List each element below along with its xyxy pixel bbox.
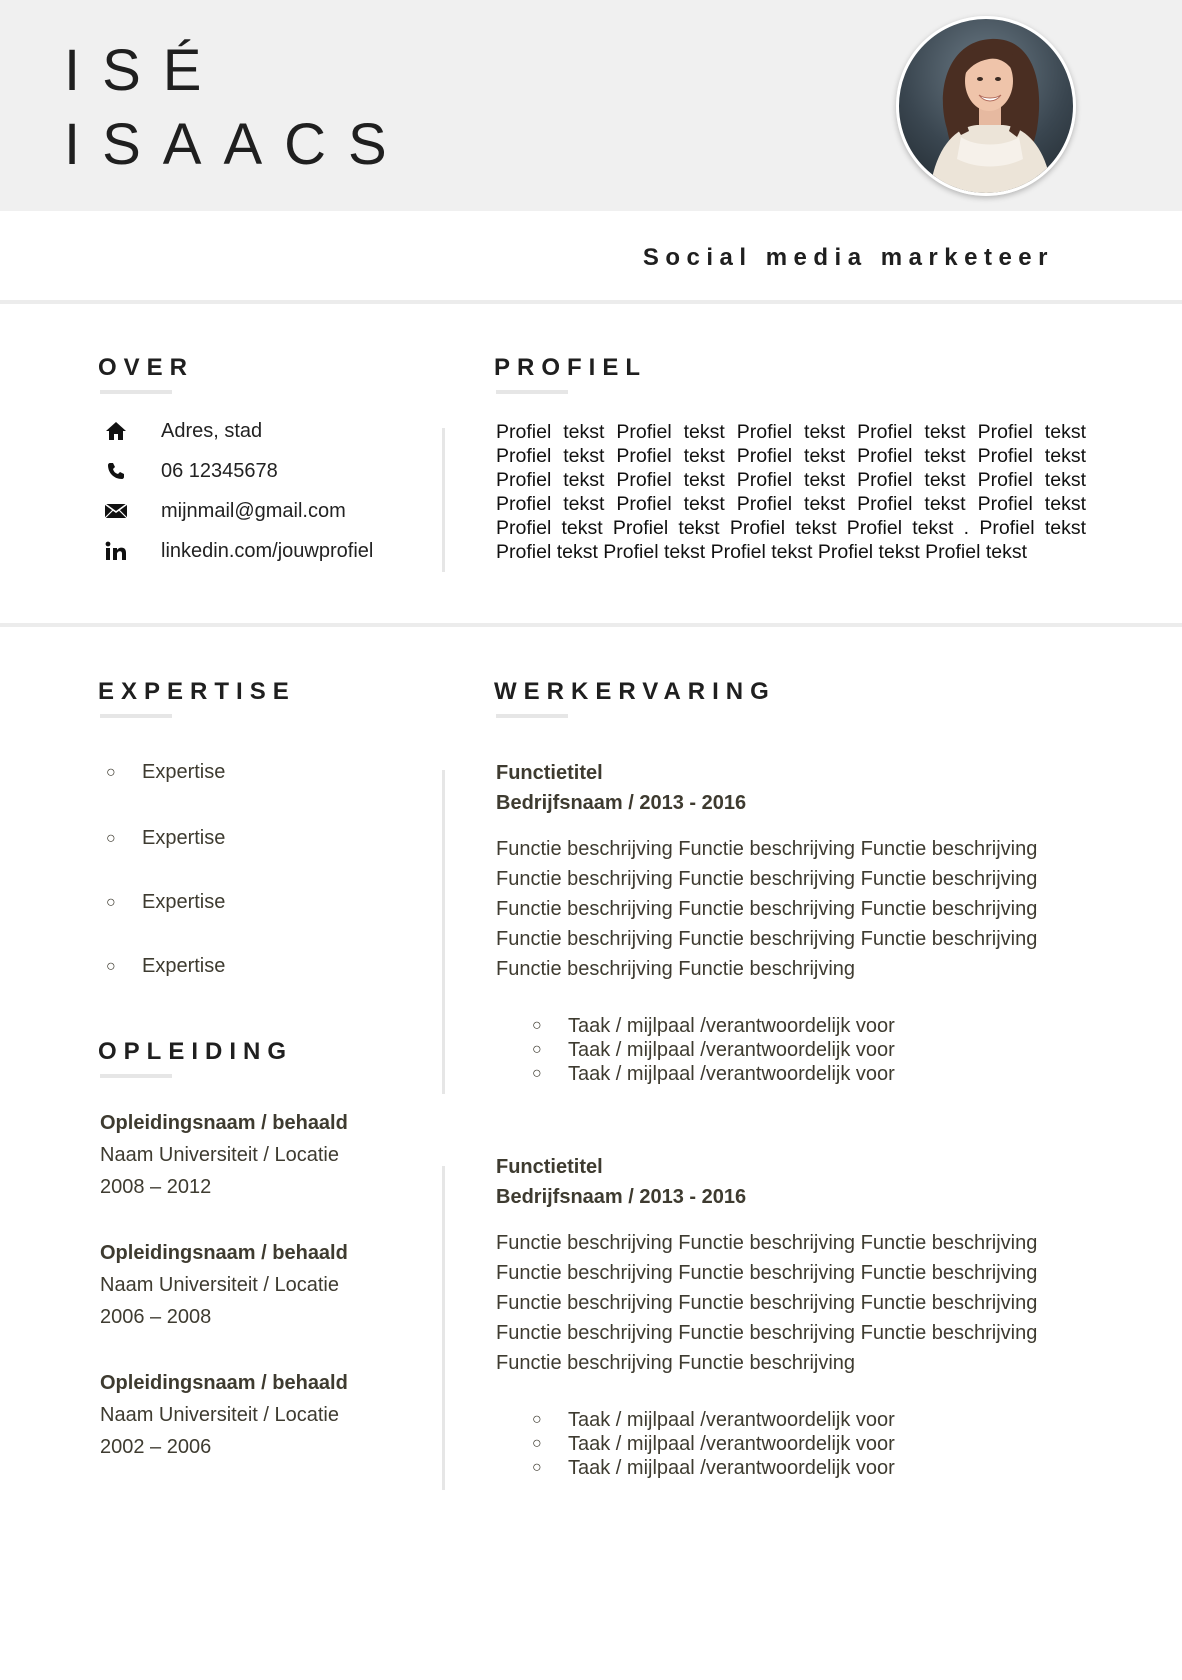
section-title-over: OVER — [98, 354, 195, 381]
job-function: Functietitel — [496, 762, 603, 784]
bullet-icon: ○ — [106, 893, 116, 911]
bullet-icon: ○ — [532, 1411, 542, 1428]
last-name: ISAACS — [64, 112, 409, 177]
task-label: Taak / mijlpaal /verantwoordelijk voor — [568, 1457, 895, 1479]
contact-linkedin — [100, 537, 374, 565]
list-item — [532, 1432, 1096, 1456]
education-name: Opleidingsnaam / behaald — [100, 1372, 348, 1394]
contact-email — [100, 497, 346, 525]
bullet-icon: ○ — [532, 1041, 542, 1058]
linkedin-icon — [100, 539, 132, 563]
header-band — [0, 0, 1182, 211]
job-title: Social media marketeer — [642, 244, 1054, 271]
portrait-image — [899, 19, 1076, 196]
education-entry — [100, 1107, 348, 1203]
bullet-icon: ○ — [532, 1435, 542, 1452]
bullet-icon: ○ — [532, 1017, 542, 1034]
task-label: Taak / mijlpaal /verantwoordelijk voor — [568, 1409, 895, 1431]
title-underline — [100, 1074, 172, 1078]
list-item — [106, 761, 225, 784]
contact-linkedin-text: linkedin.com/jouwprofiel — [161, 539, 374, 562]
title-underline — [496, 714, 568, 718]
first-name: ISÉ — [64, 38, 224, 103]
section-title-opleiding: OPLEIDING — [98, 1038, 294, 1065]
divider — [0, 623, 1182, 627]
list-item — [532, 1456, 1096, 1480]
task-label: Taak / mijlpaal /verantwoordelijk voor — [568, 1433, 895, 1455]
section-title-werkervaring: WERKERVARING — [494, 678, 776, 705]
list-item — [106, 891, 225, 914]
expertise-label: Expertise — [142, 891, 226, 913]
education-years: 2008 – 2012 — [100, 1176, 212, 1198]
job-company: Bedrijfsnaam / 2013 - 2016 — [496, 792, 747, 814]
bullet-icon: ○ — [532, 1459, 542, 1476]
education-school: Naam Universiteit / Locatie — [100, 1144, 339, 1166]
contact-address-text: Adres, stad — [161, 419, 263, 442]
list-item — [106, 955, 225, 978]
expertise-label: Expertise — [142, 955, 226, 977]
column-divider — [442, 1166, 445, 1490]
education-years: 2002 – 2006 — [100, 1436, 212, 1458]
mail-icon — [100, 499, 132, 523]
task-label: Taak / mijlpaal /verantwoordelijk voor — [568, 1015, 895, 1037]
title-underline — [496, 390, 568, 394]
task-list — [532, 1408, 1096, 1480]
education-school: Naam Universiteit / Locatie — [100, 1404, 339, 1426]
education-entry — [100, 1367, 348, 1463]
task-list — [532, 1014, 1096, 1086]
list-item — [532, 1014, 1096, 1038]
phone-icon — [100, 459, 132, 483]
job-function: Functietitel — [496, 1156, 603, 1178]
divider — [0, 300, 1182, 304]
bullet-icon: ○ — [106, 763, 116, 781]
bullet-icon: ○ — [106, 957, 116, 975]
job-entry — [496, 758, 1096, 1086]
home-icon — [100, 419, 132, 443]
contact-phone — [100, 457, 278, 485]
education-school: Naam Universiteit / Locatie — [100, 1274, 339, 1296]
list-item — [532, 1408, 1096, 1432]
job-company: Bedrijfsnaam / 2013 - 2016 — [496, 1186, 747, 1208]
title-underline — [100, 390, 172, 394]
job-entry — [496, 1152, 1096, 1480]
section-title-profiel: PROFIEL — [494, 354, 648, 381]
task-label: Taak / mijlpaal /verantwoordelijk voor — [568, 1063, 895, 1085]
profile-text: Profiel tekst Profiel tekst Profiel tekst Profiel tekst Profiel tekst Profiel tekst Profiel tekst Profiel tekst Profiel tekst Profiel tekst Profiel tekst Profiel tekst Profiel tekst Profiel tekst Profiel tekst Profiel tekst Profiel tekst Profiel tekst Profiel tekst Profiel tekst Profiel tekst Profiel tekst Profiel tekst Profiel tekst . Profiel tekst Profiel tekst Profiel tekst Profiel tekst Profiel tekst Profiel tekst — [496, 421, 1086, 563]
bullet-icon: ○ — [532, 1065, 542, 1082]
column-divider — [442, 428, 445, 572]
education-years: 2006 – 2008 — [100, 1306, 212, 1328]
list-item — [532, 1038, 1096, 1062]
task-label: Taak / mijlpaal /verantwoordelijk voor — [568, 1039, 895, 1061]
list-item — [106, 827, 225, 850]
education-name: Opleidingsnaam / behaald — [100, 1112, 348, 1134]
contact-email-text: mijnmail@gmail.com — [161, 499, 346, 522]
list-item — [532, 1062, 1096, 1086]
job-description: Functie beschrijving Functie beschrijving Functie beschrijving Functie beschrijving Functie beschrijving Functie beschrijving Functie beschrijving Functie beschrijving Functie beschrijving Functie beschrijving Functie beschrijving Functie beschrijving Functie beschrijving Functie beschrijving — [496, 1232, 1038, 1374]
education-name: Opleidingsnaam / behaald — [100, 1242, 348, 1264]
contact-address — [100, 417, 263, 445]
education-entry — [100, 1237, 348, 1333]
expertise-label: Expertise — [142, 827, 226, 849]
avatar — [896, 16, 1076, 196]
job-description: Functie beschrijving Functie beschrijving Functie beschrijving Functie beschrijving Functie beschrijving Functie beschrijving Functie beschrijving Functie beschrijving Functie beschrijving Functie beschrijving Functie beschrijving Functie beschrijving Functie beschrijving Functie beschrijving — [496, 838, 1038, 980]
bullet-icon: ○ — [106, 829, 116, 847]
title-underline — [100, 714, 172, 718]
expertise-label: Expertise — [142, 761, 226, 783]
column-divider — [442, 770, 445, 1094]
contact-phone-text: 06 12345678 — [161, 459, 278, 482]
section-title-expertise: EXPERTISE — [98, 678, 296, 705]
